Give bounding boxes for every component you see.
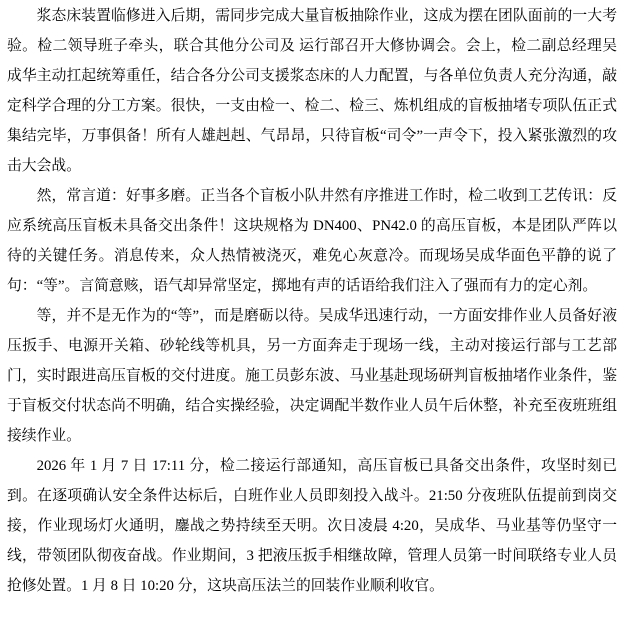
paragraph-execution: 2026 年 1 月 7 日 17:11 分，检二接运行部通知，高压盲板已具备交出条件，攻坚时刻已到。在逐项确认安全条件达标后，白班作业人员即刻投入战斗。21:50 分夜班队伍提前到岗交接，作业现场灯火通明，鏖战之势持续至天明。次日凌晨 4:20，吴成华、马业基等仍坚守一线，带领团队彻夜奋战。作业期间，3 把液压扳手相继故障，管理人员第一时间联络专业人员抢修处置。1 月 8 日 10:20 分，这块高压法兰的回装作业顺利收官。: [7, 458, 617, 594]
paragraph-intro: 浆态床装置临修进入后期，需同步完成大量盲板抽除作业，这成为摆在团队面前的一大考验。检二领导班子牵头，联合其他分公司及 运行部召开大修协调会。会上，检二副总经理吴成华主动扛起统筹重任，结合各分公司支援浆态床的人力配置，与各单位负责人充分沟通，敲定科学合理的分工方案。很快，一支由检一、检二、检三、炼机组成的盲板抽堵专项队伍正式集结完毕，万事俱备！所有人雄赳赳、气昂昂，只待盲板“司令”一声令下，投入紧张激烈的攻击大会战。: [7, 8, 617, 174]
paragraph-preparation: 等，并不是无作为的“等”，而是磨砺以待。吴成华迅速行动，一方面安排作业人员备好液压扳手、电源开关箱、砂轮线等机具，另一方面奔走于现场一线，主动对接运行部与工艺部门，实时跟进高压盲板的交付进度。施工员彭东波、马业基赴现场研判盲板抽堵作业条件，鉴于盲板交付状态尚不明确，结合实操经验，决定调配半数作业人员午后休整，补充至夜班班组接续作业。: [7, 308, 617, 444]
paragraph-setback: 然，常言道：好事多磨。正当各个盲板小队井然有序推进工作时，检二收到工艺传讯：反应系统高压盲板未具备交出条件！这块规格为 DN400、PN42.0 的高压盲板，本是团队严阵以待的关键任务。消息传来，众人热情被浇灭，难免心灰意冷。而现场吴成华面色平静的说了句：“等”。言简意赅，语气却异常坚定，掷地有声的话语给我们注入了强而有力的定心剂。: [7, 188, 617, 294]
